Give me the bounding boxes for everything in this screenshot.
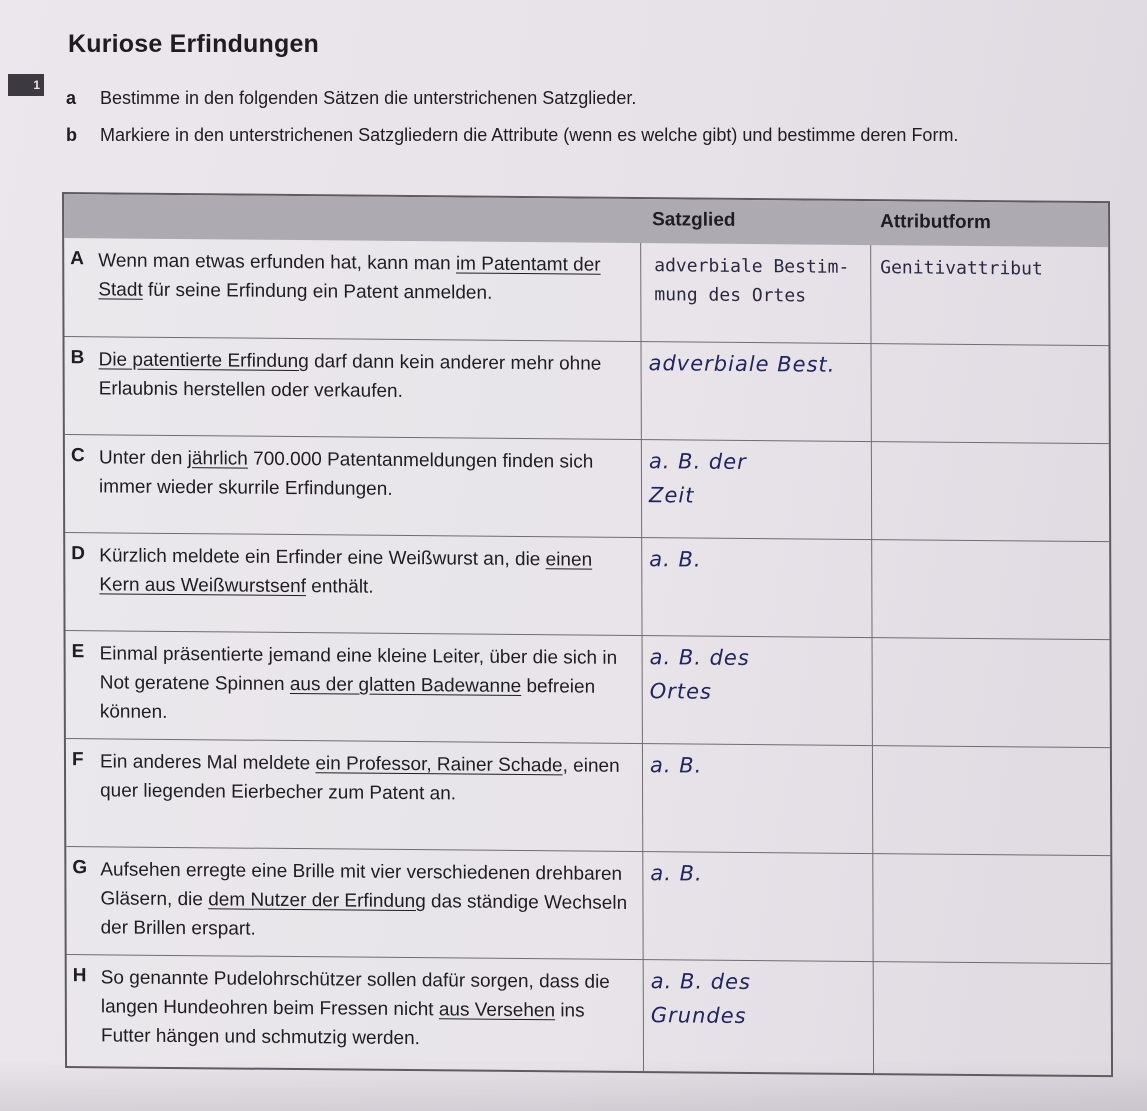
table-row xyxy=(65,434,1109,542)
attributform-answer[interactable] xyxy=(882,862,1102,864)
instruction-b-letter: b xyxy=(66,125,77,145)
attributform-answer[interactable] xyxy=(881,352,1101,354)
sentence-part: befreien können. xyxy=(99,676,596,723)
sentence-part: , einen quer liegenden Eierbecher zum Patent an. xyxy=(100,755,620,805)
underlined-satzglied: Die patentierte Erfindung xyxy=(98,349,309,373)
underlined-satzglied: ein Professor, Rainer Schade xyxy=(315,753,563,777)
sentence-part: enthält. xyxy=(305,576,374,598)
sentence-text xyxy=(98,246,632,309)
page-shadow xyxy=(0,1060,1147,1111)
underlined-satzglied: im Patentamt der Stadt xyxy=(98,253,601,301)
sentence-part: Ein anderes Mal meldete xyxy=(99,751,316,775)
page-title: Kuriose Erfindungen xyxy=(68,30,320,58)
column-header-attributform: Attributform xyxy=(880,211,991,234)
instruction-b xyxy=(66,124,1106,172)
sentence-text xyxy=(100,747,634,810)
sentence-text xyxy=(101,963,635,1055)
column-header-satzglied: Satzglied xyxy=(652,209,736,231)
instruction-a xyxy=(66,87,1106,111)
table-row xyxy=(64,238,1108,345)
instruction-a-letter: a xyxy=(66,88,77,108)
underlined-satzglied: jährlich xyxy=(187,448,248,470)
satzglied-answer[interactable]: adverbiale Bestim- mung des Ortes xyxy=(654,255,850,307)
sentence-text xyxy=(99,345,633,408)
underlined-satzglied: einen Kern aus Weißwurstsenf xyxy=(99,549,593,598)
table-row xyxy=(65,336,1109,444)
sentence-part: Unter den xyxy=(98,447,188,470)
instruction-b-text: Markiere in den unterstrichenen Satzgliedern die Attribute (wenn es welche gibt) und bestimme deren Form. xyxy=(100,125,959,145)
sentence-part: So genannte Pudelohrschützer sollen dafür sorgen, dass die langen Hundeohren beim Fressen nicht xyxy=(100,967,610,1021)
row-label: E xyxy=(71,641,85,663)
attributform-answer[interactable] xyxy=(882,754,1102,756)
attributform-answer[interactable] xyxy=(883,970,1103,972)
satzglied-answer[interactable]: a. B. xyxy=(650,861,703,886)
sentence-part: 700.000 Patentanmeldungen finden sich immer wieder skurrile Erfindungen. xyxy=(98,448,594,500)
sentence-part: Einmal präsentierte jemand eine kleine Leiter, über die sich in Not geratene Spinnen xyxy=(99,643,618,695)
sentence-text xyxy=(99,443,633,506)
table-row xyxy=(65,532,1109,640)
row-label: B xyxy=(70,347,85,369)
sentence-part: das ständige Wechseln der Brillen erspart. xyxy=(100,891,628,940)
satzglied-answer[interactable]: adverbiale Best. xyxy=(648,351,836,377)
table-row xyxy=(66,738,1110,856)
row-label: F xyxy=(71,749,84,771)
sentence-part: ins Futter hängen und schmutzig werden. xyxy=(100,1000,585,1050)
satzglied-answer[interactable]: a. B. xyxy=(649,753,703,778)
satzglied-answer[interactable]: a. B. des Ortes xyxy=(649,645,750,704)
exercise-table xyxy=(62,192,1113,1077)
attributform-answer[interactable] xyxy=(881,548,1101,550)
task-number-badge: 1 xyxy=(8,74,44,96)
attributform-answer[interactable] xyxy=(882,646,1102,648)
row-label: H xyxy=(72,965,87,987)
sentence-part: für seine Erfindung ein Patent anmelden. xyxy=(142,279,493,304)
table-row xyxy=(67,954,1111,1076)
sentence-part: Aufsehen erregte eine Brille mit vier verschiedenen drehbaren Gläsern, die xyxy=(100,859,623,911)
sentence-part: Kürzlich meldete ein Erfinder eine Weißwurst an, die xyxy=(99,545,546,571)
attributform-answer[interactable]: Genitivattribut xyxy=(880,257,1043,280)
table-row xyxy=(66,630,1110,748)
row-label: C xyxy=(70,445,85,467)
table-row xyxy=(66,846,1110,964)
sentence-text xyxy=(100,639,634,731)
satzglied-answer[interactable]: a. B. der Zeit xyxy=(648,449,747,508)
row-label: D xyxy=(71,543,86,565)
underlined-satzglied: aus der glatten Badewanne xyxy=(289,673,522,698)
sentence-part: Wenn man etwas erfunden hat, kann man xyxy=(98,250,456,275)
satzglied-answer[interactable]: a. B. des Grundes xyxy=(650,969,751,1028)
instruction-a-text: Bestimme in den folgenden Sätzen die unterstrichenen Satzglieder. xyxy=(100,88,637,108)
sentence-text xyxy=(100,855,634,947)
satzglied-answer[interactable]: a. B. xyxy=(649,547,702,572)
underlined-satzglied: aus Versehen xyxy=(438,999,556,1022)
row-label: G xyxy=(72,857,88,879)
sentence-text xyxy=(99,541,633,604)
row-label: A xyxy=(70,248,85,270)
sentence-part: darf dann kein anderer mehr ohne Erlaubnis herstellen oder verkaufen. xyxy=(98,351,602,402)
underlined-satzglied: dem Nutzer der Erfindung xyxy=(208,889,426,913)
attributform-answer[interactable] xyxy=(881,450,1101,452)
